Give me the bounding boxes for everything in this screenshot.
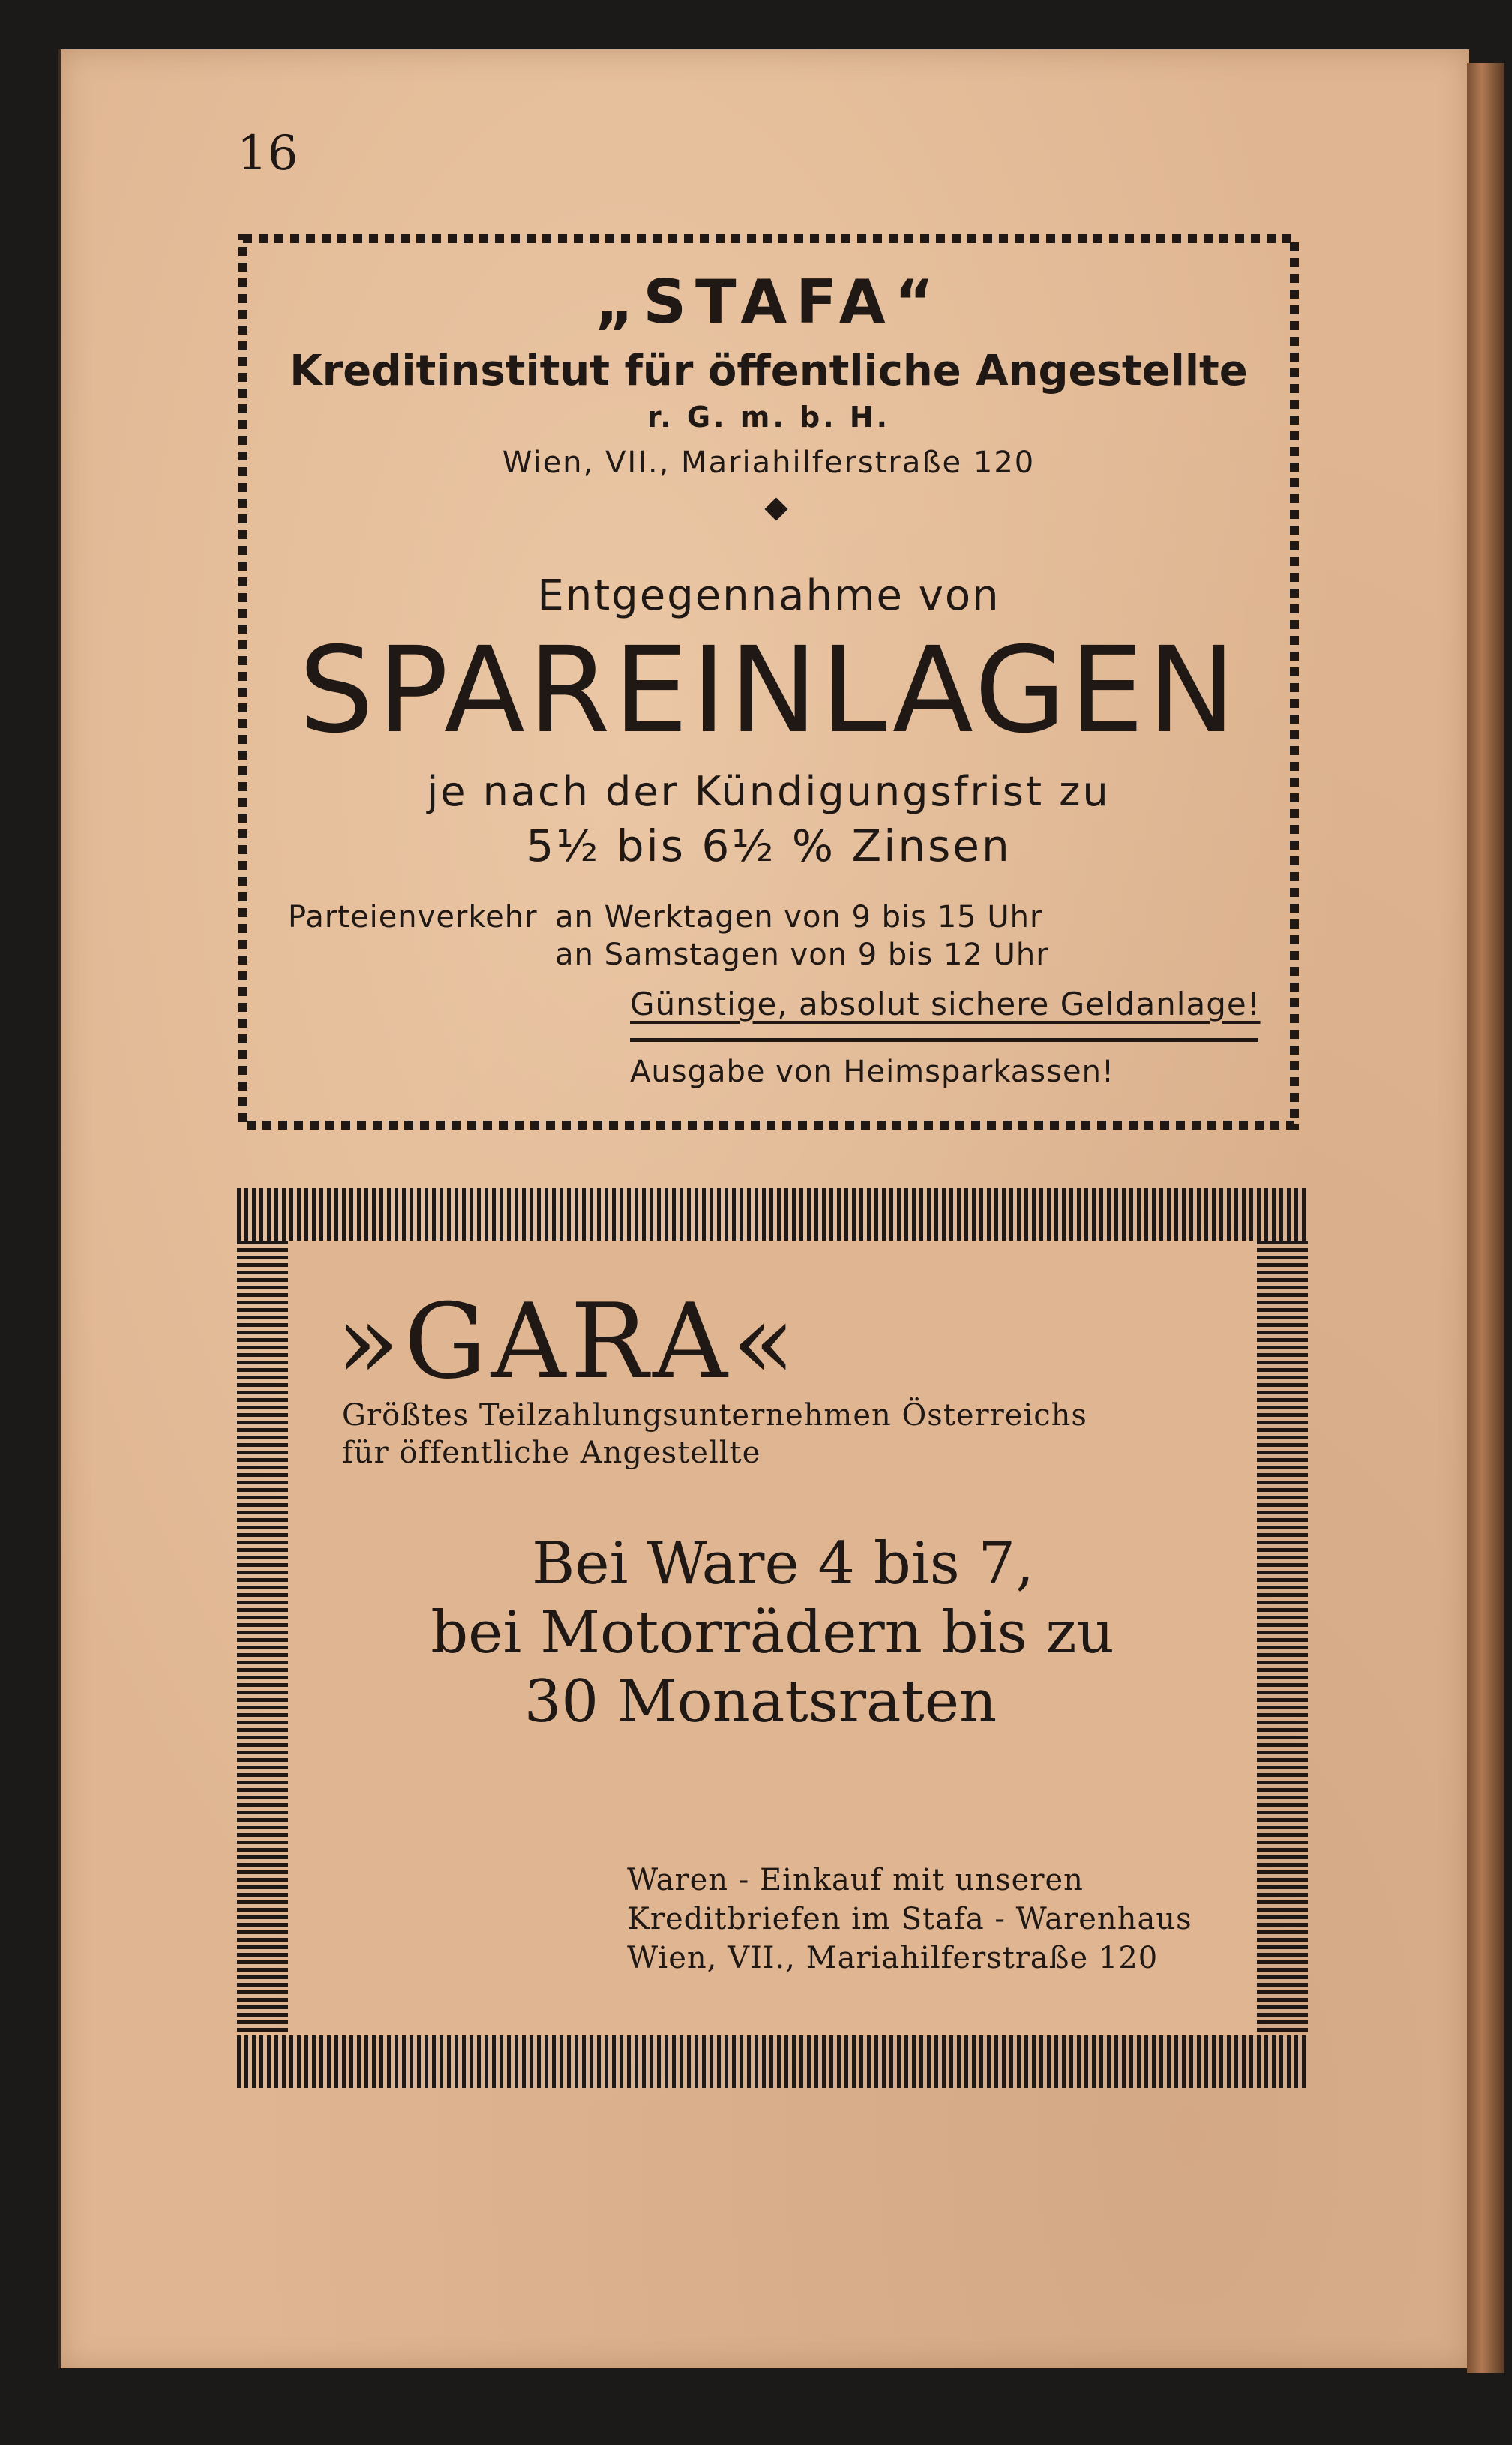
gara-fine-print-1: Waren - Einkauf mit unseren bbox=[627, 1863, 1084, 1898]
hours-saturdays: an Samstagen von 9 bis 12 Uhr bbox=[555, 938, 1049, 972]
stafa-headline: SPAREINLAGEN bbox=[298, 622, 1239, 760]
stafa-subtitle: Kreditinstitut für öffentliche Angestellte bbox=[290, 346, 1248, 395]
gara-advertisement bbox=[237, 1188, 1308, 2088]
gara-fine-print-3: Wien, VII., Mariahilferstraße 120 bbox=[627, 1941, 1159, 1976]
gara-offer-line-3: 30 Monatsraten bbox=[524, 1668, 998, 1736]
gara-name: »GARA« bbox=[336, 1281, 800, 1402]
gara-offer-line-2: bei Motorrädern bis zu bbox=[430, 1599, 1114, 1666]
hours-weekdays: an Werktagen von 9 bis 15 Uhr bbox=[555, 900, 1043, 934]
stafa-legal-form: r. G. m. b. H. bbox=[646, 400, 891, 434]
stafa-note-investment: Günstige, absolut sichere Geldanlage! bbox=[630, 986, 1261, 1022]
page-number: 16 bbox=[237, 126, 298, 182]
gara-subtitle-1: Größtes Teilzahlungsunternehmen Österreichs bbox=[342, 1398, 1088, 1432]
stafa-interest-rate: 5½ bis 6½ % Zinsen bbox=[526, 820, 1012, 872]
hours-label: Parteienverkehr bbox=[288, 900, 538, 934]
page-edge bbox=[1467, 63, 1504, 2373]
stafa-condition: je nach der Kündigungsfrist zu bbox=[427, 768, 1111, 815]
stafa-address: Wien, VII., Mariahilferstraße 120 bbox=[502, 446, 1036, 480]
stafa-intro: Entgegennahme von bbox=[537, 572, 1000, 620]
stafa-note-savings-boxes: Ausgabe von Heimsparkassen! bbox=[630, 1054, 1114, 1089]
gara-fine-print-2: Kreditbriefen im Stafa - Warenhaus bbox=[627, 1902, 1192, 1936]
gara-subtitle-2: für öffentliche Angestellte bbox=[342, 1436, 761, 1470]
stafa-name: „STAFA“ bbox=[594, 267, 944, 337]
gara-offer-line-1: Bei Ware 4 bis 7, bbox=[532, 1530, 1034, 1598]
stafa-advertisement bbox=[238, 234, 1299, 1130]
divider-rule bbox=[630, 1038, 1258, 1042]
